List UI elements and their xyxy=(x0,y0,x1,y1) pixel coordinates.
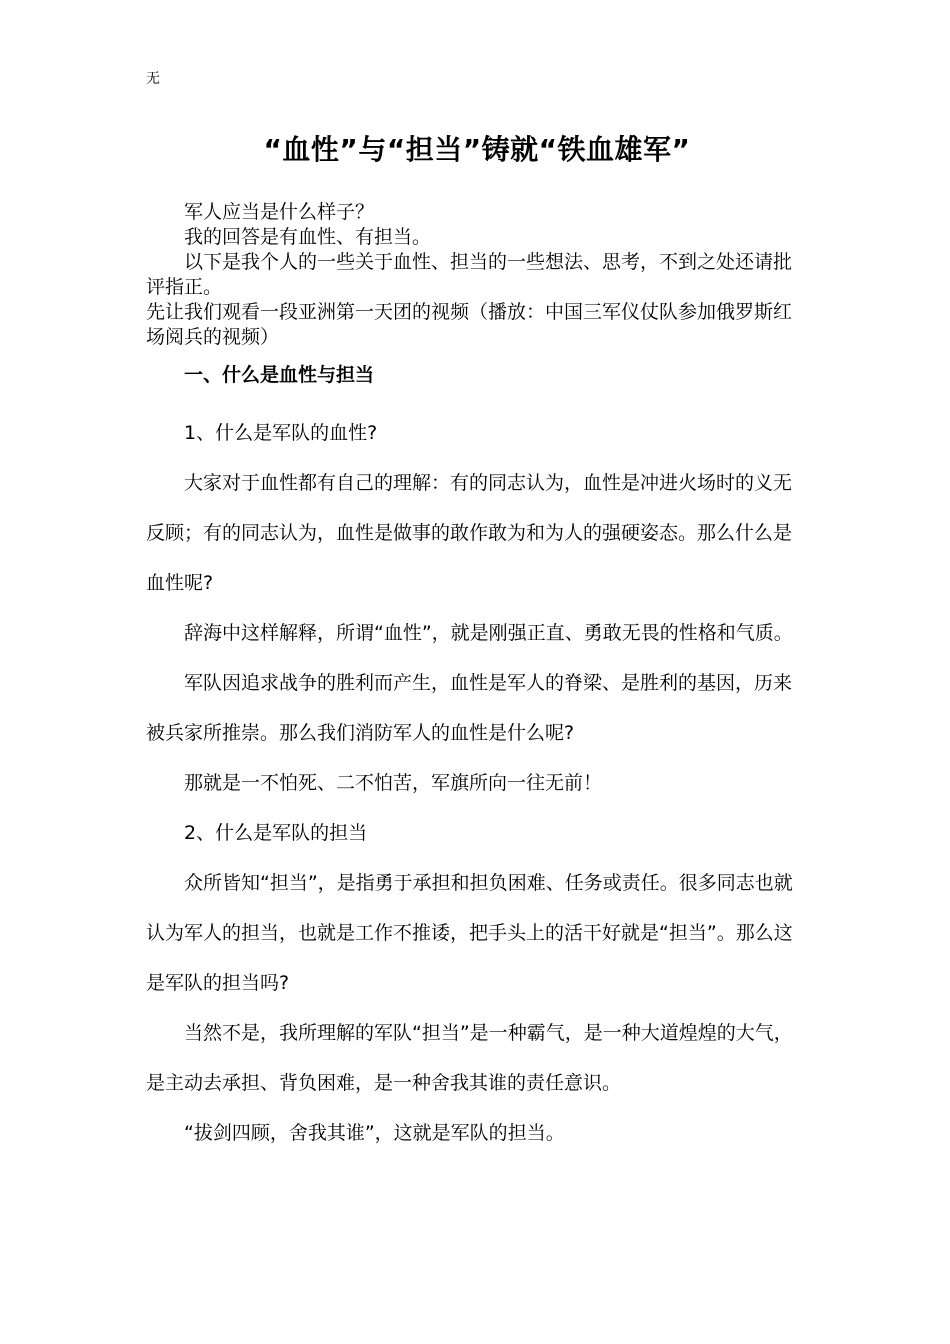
intro-paragraph-4: 先让我们观看一段亚洲第一天团的视频（播放：中国三军仪仗队参加俄罗斯红场阅兵的视频） xyxy=(146,301,793,348)
body-paragraph: 大家对于血性都有自己的理解：有的同志认为，血性是冲进火场时的义无反顾；有的同志认为，血性是做事的敢作敢为和为人的强硬姿态。那么什么是血性呢? xyxy=(146,472,793,594)
body-paragraph: 辞海中这样解释，所谓“血性”，就是刚强正直、勇敢无畏的性格和气质。 xyxy=(184,622,793,644)
intro-paragraph-3: 以下是我个人的一些关于血性、担当的一些想法、思考，不到之处还请批评指正。 xyxy=(146,251,793,298)
section-heading: 一、什么是血性与担当 xyxy=(184,364,375,386)
body-section xyxy=(146,357,808,1158)
intro-paragraph-1: 军人应当是什么样子？ xyxy=(184,201,375,223)
body-paragraph: 那就是一不怕死、二不怕苦，军旗所向一往无前！ xyxy=(184,772,603,794)
intro-section xyxy=(146,200,808,350)
body-paragraph: 当然不是，我所理解的军队“担当”是一种霸气，是一种大道煌煌的大气，是主动去承担、背负困难，是一种舍我其谁的责任意识。 xyxy=(146,1022,793,1094)
subsection-heading-2: 2、什么是军队的担当 xyxy=(184,822,368,844)
body-paragraph: “拔剑四顾，舍我其谁”，这就是军队的担当。 xyxy=(184,1122,565,1144)
document-title: “血性”与“担当”铸就“铁血雄军” xyxy=(263,133,691,166)
header-note: 无 xyxy=(146,71,160,87)
body-paragraph: 众所皆知“担当”，是指勇于承担和担负困难、任务或责任。很多同志也就认为军人的担当，也就是工作不推诿，把手头上的活干好就是“担当”。那么这是军队的担当吗? xyxy=(146,872,793,994)
intro-paragraph-2: 我的回答是有血性、有担当。 xyxy=(184,226,432,248)
body-paragraph: 军队因追求战争的胜利而产生，血性是军人的脊梁、是胜利的基因，历来被兵家所推崇。那么我们消防军人的血性是什么呢? xyxy=(146,672,793,744)
subsection-heading-1: 1、什么是军队的血性? xyxy=(184,422,378,444)
